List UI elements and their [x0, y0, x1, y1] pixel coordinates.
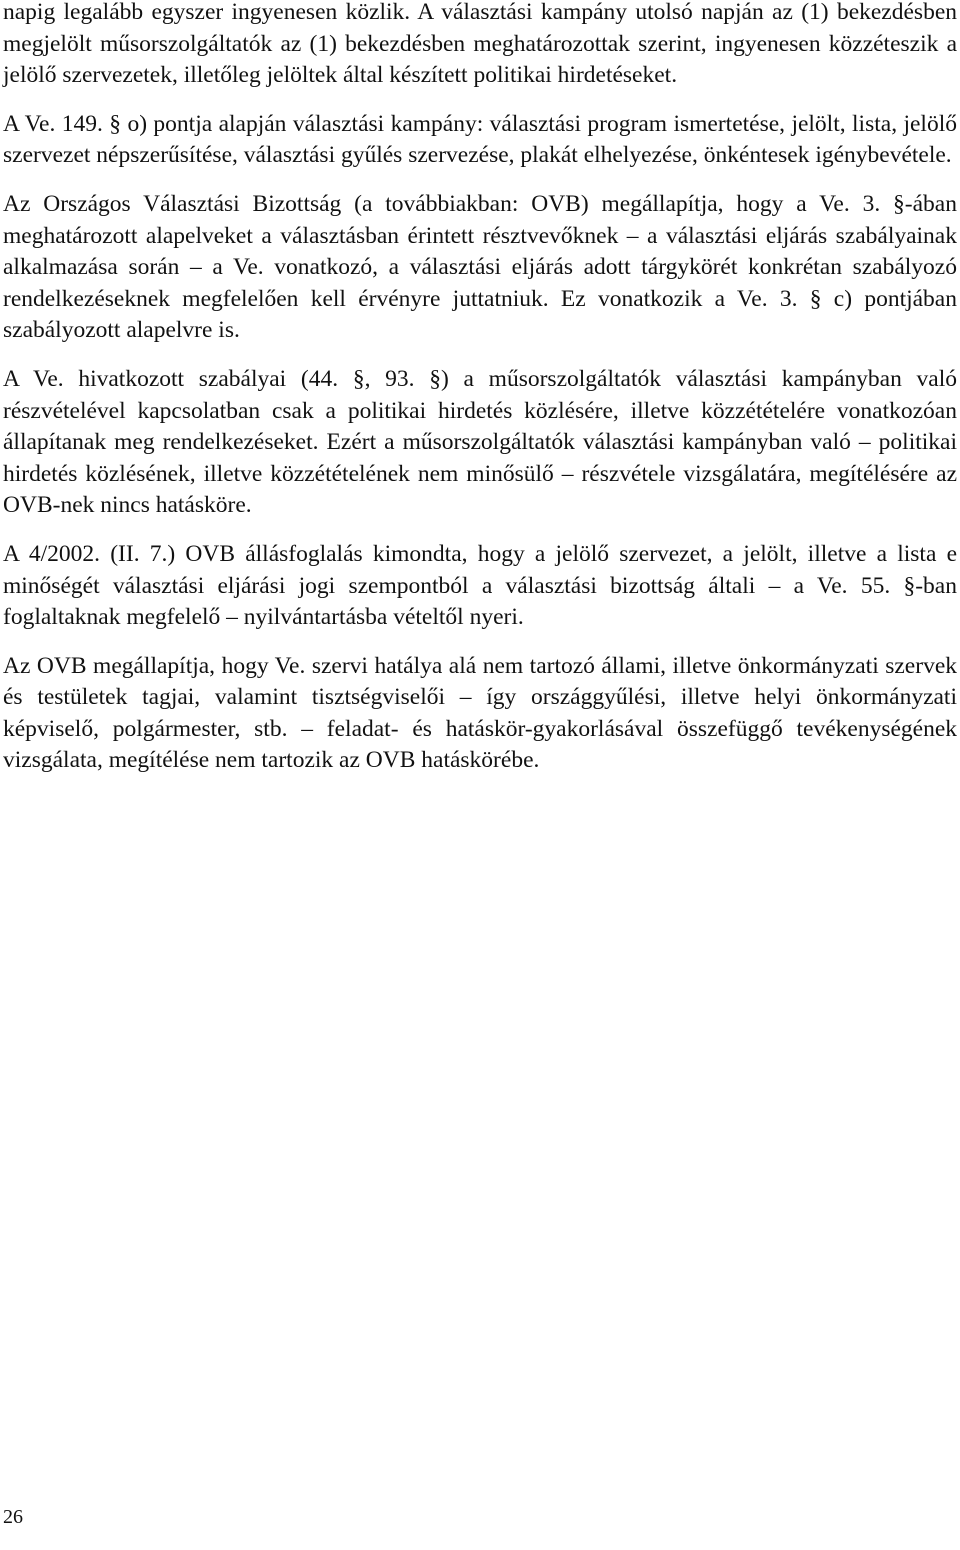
paragraph-campaign-definition: A Ve. 149. § o) pontja alapján választási kampány: választási program ismertetése, jelölt, lista, jelölő szervezet népszerűsítése, választási gyűlés szervezése, plakát elhelyezése, önkéntesek igénybevétele.: [3, 110, 957, 169]
paragraph-continuation: napig legalább egyszer ingyenesen közlik. A választási kampány utolsó napján az (1) bekezdésben megjelölt műsorszolgáltatók az (1) bekezdésben meghatározottak szerint, ingyenesen közzéteszik a jelölő szervezetek, illetőleg jelöltek által készített politikai hirdetéseket.: [3, 0, 957, 89]
page-number: 26: [3, 1506, 23, 1528]
paragraph-ovb-opinion: A 4/2002. (II. 7.) OVB állásfoglalás kimondta, hogy a jelölő szervezet, a jelölt, illetve a lista e minőségét választási eljárási jogi szempontból a választási bizottság általi – a Ve. 55. §-ban foglaltaknak megfelelő – nyilvántartásba vételtől nyeri.: [3, 540, 957, 631]
paragraph-broadcaster-rules: A Ve. hivatkozott szabályai (44. §, 93. §) a műsorszolgáltatók választási kampányban való részvételével kapcsolatban csak a politikai hirdetés közlésére, illetve közzétételére vonatkozóan állapítanak meg rendelkezéseket. Ezért a műsorszolgáltatók választási kampányban való – politikai hirdetés közlésének, illetve közzétételének nem minősülő – részvétele vizsgálatára, megítélésére az OVB-nek nincs hatásköre.: [3, 365, 957, 519]
body-text: [3, 0, 957, 777]
paragraph-ovb-competence: Az OVB megállapítja, hogy Ve. szervi hatálya alá nem tartozó állami, illetve önkormányzati szervek és testületek tagjai, valamint tisztségviselői – így országgyűlési, illetve helyi önkormányzati képviselő, polgármester, stb. – feladat- és hatáskör-gyakorlásával összefüggő tevékenységének vizsgálata, megítélése nem tartozik az OVB hatáskörébe.: [3, 652, 957, 774]
paragraph-ovb-principles: Az Országos Választási Bizottság (a továbbiakban: OVB) megállapítja, hogy a Ve. 3. §-ában meghatározott alapelveket a választásban érintett résztvevőknek – a választási eljárás szabályainak alkalmazása során – a Ve. vonatkozó, a választási eljárás adott tárgykörét konkrétan szabályozó rendelkezéseknek megfelelően kell érvényre juttatniuk. Ez vonatkozik a Ve. 3. § c) pontjában szabályozott alapelvre is.: [3, 190, 957, 344]
